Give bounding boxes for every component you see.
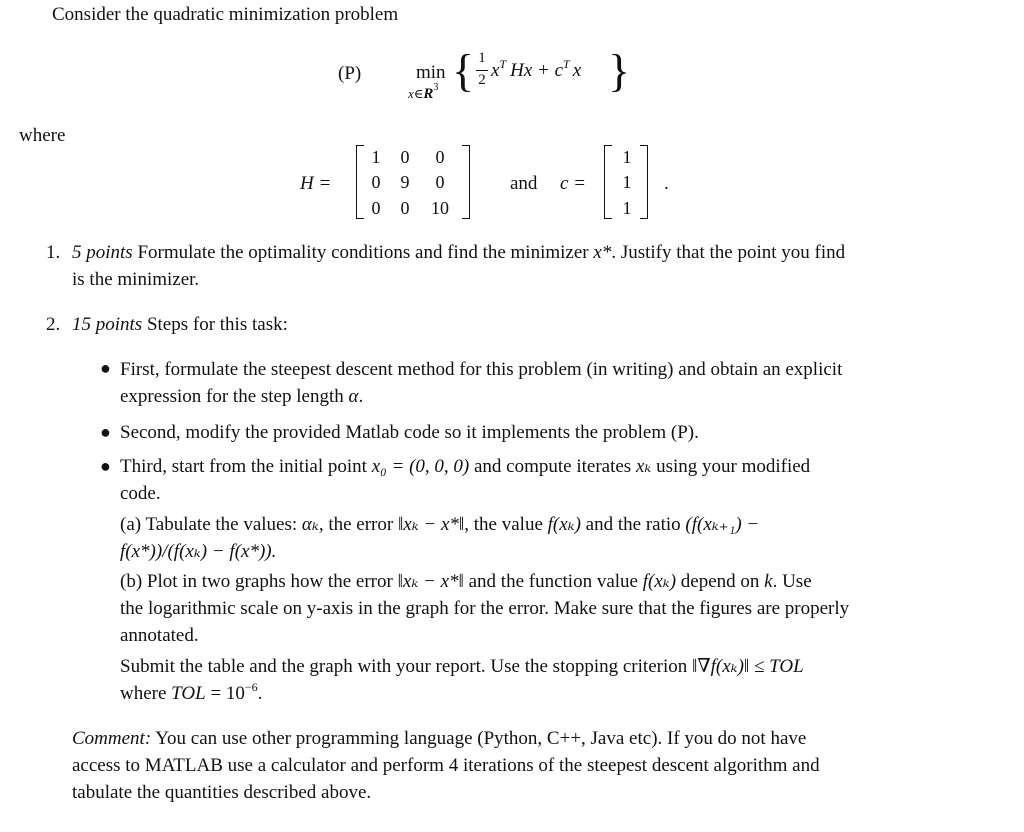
item-2-number: 2. bbox=[46, 314, 61, 335]
min-domain: $x\in R^3$ bbox=[408, 82, 439, 102]
vector-c-period: . bbox=[664, 173, 669, 194]
matrix-h-name: H = bbox=[300, 173, 332, 194]
bullet-dot: ● bbox=[100, 422, 111, 442]
bullet-dot: ● bbox=[100, 358, 111, 378]
vector-c-left-bracket bbox=[604, 145, 612, 219]
matrix-h-cell: 0 bbox=[400, 147, 410, 167]
bullet-1-text: First, formulate the steepest descent method for this problem (in writing) and obtain an explicit expression for the step length α. bbox=[120, 359, 843, 407]
frac-numerator: 1 bbox=[478, 50, 486, 66]
min-operator: min bbox=[416, 62, 446, 83]
intro-text: Consider the quadratic minimization problem bbox=[52, 4, 399, 25]
bullet-dot: ● bbox=[100, 456, 111, 476]
bullet-2-text: Second, modify the provided Matlab code so it implements the problem (P). bbox=[120, 422, 699, 443]
matrix-h-cell: 0 bbox=[400, 198, 410, 218]
matrix-h-cell: 0 bbox=[371, 198, 381, 218]
frac-denominator: 2 bbox=[478, 72, 486, 88]
matrix-h-right-bracket bbox=[462, 145, 470, 219]
matrix-h-cell: 1 bbox=[371, 147, 381, 167]
matrix-h-cell: 0 bbox=[435, 172, 445, 192]
item-1-number: 1. bbox=[46, 242, 61, 263]
left-brace: { bbox=[452, 45, 475, 96]
item-2-text: 15 points Steps for this task: bbox=[72, 314, 288, 335]
submit-text: Submit the table and the graph with your report. Use the stopping criterion ‖∇f(xₖ)‖ ≤ TOL where TOL = $10^{-6}$. bbox=[120, 656, 804, 704]
vector-c-name: c = bbox=[560, 173, 587, 194]
frac-bar bbox=[476, 70, 488, 71]
vector-c-cell: 1 bbox=[622, 198, 632, 218]
vector-c-cell: 1 bbox=[622, 172, 632, 192]
item-1-text: 5 points Formulate the optimality conditions and find the minimizer x*. Justify that the point you find is the minimizer. bbox=[72, 242, 846, 290]
matrix-h-cell: 10 bbox=[431, 198, 449, 218]
comment-text: Comment: You can use other programming language (Python, C++, Java etc). If you do not have access to MATLAB use a calculator and perform 4 iterations of the steepest descent algorithm and tabulate the quantities described above. bbox=[72, 728, 820, 803]
right-brace: } bbox=[608, 45, 631, 96]
matrix-h-cell: 9 bbox=[400, 172, 410, 192]
bullet-3-text: Third, start from the initial point x₀ = (0, 0, 0) and compute iterates xₖ using your modified code. bbox=[120, 456, 811, 504]
vector-c-cell: 1 bbox=[622, 147, 632, 167]
where-label: where bbox=[19, 125, 66, 146]
problem-label: (P) bbox=[338, 63, 362, 84]
matrix-h-cell: 0 bbox=[435, 147, 445, 167]
and-word: and bbox=[510, 173, 538, 194]
part-a-text: (a) Tabulate the values: αₖ, the error ‖xₖ − x*‖, the value f(xₖ) and the ratio (f(xₖ₊₁) − f(x*))/(f(xₖ) − f(x*)). bbox=[120, 514, 760, 562]
matrix-h-cell: 0 bbox=[371, 172, 381, 192]
objective-expression: $x^T$ $Hx + c^T$ x bbox=[491, 57, 582, 81]
part-b-text: (b) Plot in two graphs how the error ‖xₖ − x*‖ and the function value f(xₖ) depend on k. Use the logarithmic scale on y-axis in the graph for the error. Make sure that the figures are properly annotated. bbox=[120, 571, 850, 646]
